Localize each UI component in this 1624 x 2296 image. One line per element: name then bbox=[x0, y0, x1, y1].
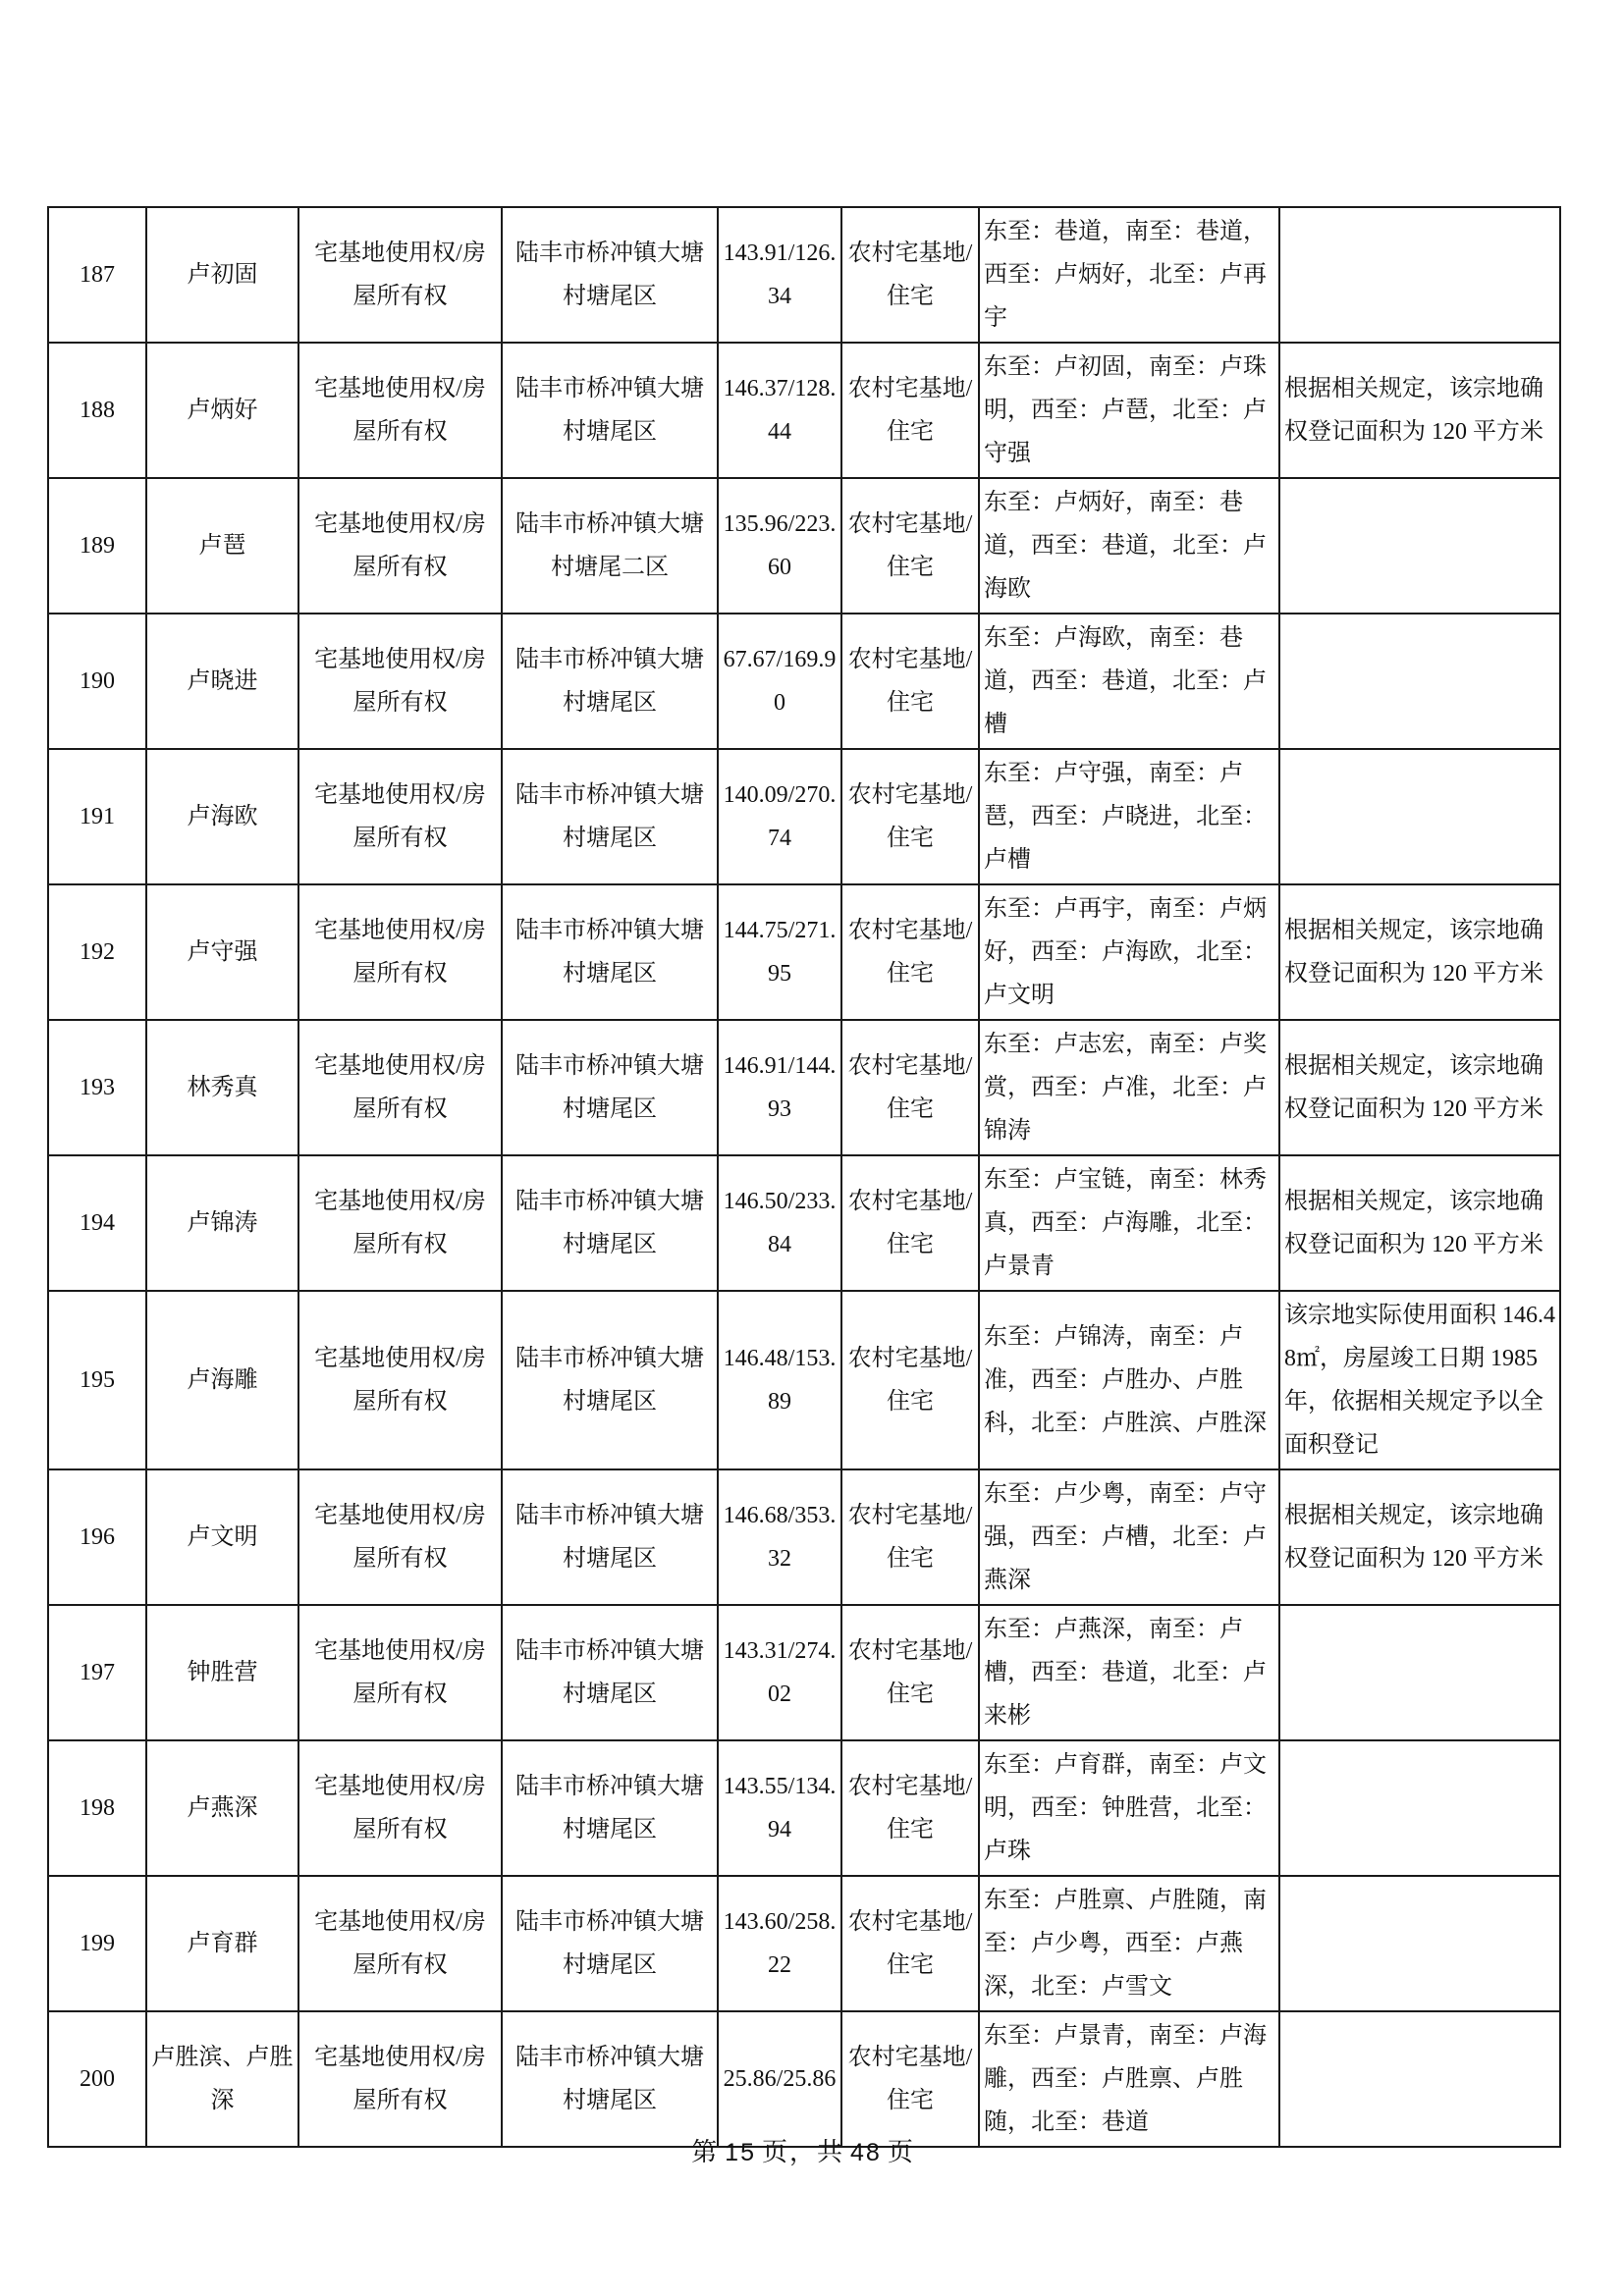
owner-name-cell: 卢育群 bbox=[146, 1876, 298, 2011]
right-type-cell: 宅基地使用权/房屋所有权 bbox=[298, 1155, 502, 1291]
row-number-cell: 188 bbox=[48, 343, 146, 478]
note-cell: 根据相关规定，该宗地确权登记面积为 120 平方米 bbox=[1279, 1020, 1560, 1155]
area-cell: 143.60/258.22 bbox=[718, 1876, 841, 2011]
right-type-cell: 宅基地使用权/房屋所有权 bbox=[298, 884, 502, 1020]
owner-name-cell: 卢炳好 bbox=[146, 343, 298, 478]
owner-name-cell: 卢海雕 bbox=[146, 1291, 298, 1469]
boundary-cell: 东至：卢宝链，南至：林秀真，西至：卢海雕，北至：卢景青 bbox=[979, 1155, 1279, 1291]
boundary-cell: 东至：巷道，南至：巷道，西至：卢炳好，北至：卢再宇 bbox=[979, 207, 1279, 343]
note-cell bbox=[1279, 207, 1560, 343]
land-use-cell: 农村宅基地/住宅 bbox=[841, 749, 979, 884]
land-use-cell: 农村宅基地/住宅 bbox=[841, 1291, 979, 1469]
area-cell: 146.50/233.84 bbox=[718, 1155, 841, 1291]
land-use-cell: 农村宅基地/住宅 bbox=[841, 1740, 979, 1876]
location-cell: 陆丰市桥冲镇大塘村塘尾区 bbox=[502, 614, 718, 749]
note-cell: 根据相关规定，该宗地确权登记面积为 120 平方米 bbox=[1279, 884, 1560, 1020]
row-number-cell: 198 bbox=[48, 1740, 146, 1876]
owner-name-cell: 林秀真 bbox=[146, 1020, 298, 1155]
location-cell: 陆丰市桥冲镇大塘村塘尾区 bbox=[502, 1020, 718, 1155]
area-cell: 67.67/169.90 bbox=[718, 614, 841, 749]
location-cell: 陆丰市桥冲镇大塘村塘尾区 bbox=[502, 1876, 718, 2011]
location-cell: 陆丰市桥冲镇大塘村塘尾二区 bbox=[502, 478, 718, 614]
right-type-cell: 宅基地使用权/房屋所有权 bbox=[298, 2011, 502, 2147]
boundary-cell: 东至：卢胜禀、卢胜随，南至：卢少粤，西至：卢燕深，北至：卢雪文 bbox=[979, 1876, 1279, 2011]
owner-name-cell: 卢文明 bbox=[146, 1469, 298, 1605]
total-pages: 48 bbox=[850, 2139, 882, 2166]
location-cell: 陆丰市桥冲镇大塘村塘尾区 bbox=[502, 1155, 718, 1291]
row-number-cell: 193 bbox=[48, 1020, 146, 1155]
table-row bbox=[48, 1740, 1560, 1876]
boundary-cell: 东至：卢燕深，南至：卢槽，西至：巷道，北至：卢来彬 bbox=[979, 1605, 1279, 1740]
location-cell: 陆丰市桥冲镇大塘村塘尾区 bbox=[502, 749, 718, 884]
boundary-cell: 东至：卢志宏，南至：卢奖赏，西至：卢准，北至：卢锦涛 bbox=[979, 1020, 1279, 1155]
boundary-cell: 东至：卢炳好，南至：巷道，西至：巷道，北至：卢海欧 bbox=[979, 478, 1279, 614]
boundary-cell: 东至：卢少粤，南至：卢守强，西至：卢槽，北至：卢燕深 bbox=[979, 1469, 1279, 1605]
location-cell: 陆丰市桥冲镇大塘村塘尾区 bbox=[502, 1291, 718, 1469]
row-number-cell: 194 bbox=[48, 1155, 146, 1291]
land-use-cell: 农村宅基地/住宅 bbox=[841, 1469, 979, 1605]
owner-name-cell: 卢海欧 bbox=[146, 749, 298, 884]
page-number: 15 bbox=[725, 2139, 756, 2166]
table-row bbox=[48, 614, 1560, 749]
right-type-cell: 宅基地使用权/房屋所有权 bbox=[298, 1876, 502, 2011]
footer-label: 第 bbox=[691, 2138, 720, 2166]
location-cell: 陆丰市桥冲镇大塘村塘尾区 bbox=[502, 2011, 718, 2147]
owner-name-cell: 卢琶 bbox=[146, 478, 298, 614]
boundary-cell: 东至：卢海欧，南至：巷道，西至：巷道，北至：卢槽 bbox=[979, 614, 1279, 749]
right-type-cell: 宅基地使用权/房屋所有权 bbox=[298, 478, 502, 614]
owner-name-cell: 卢初固 bbox=[146, 207, 298, 343]
area-cell: 143.91/126.34 bbox=[718, 207, 841, 343]
note-cell bbox=[1279, 2011, 1560, 2147]
table-row bbox=[48, 1291, 1560, 1469]
right-type-cell: 宅基地使用权/房屋所有权 bbox=[298, 343, 502, 478]
note-cell bbox=[1279, 1876, 1560, 2011]
right-type-cell: 宅基地使用权/房屋所有权 bbox=[298, 207, 502, 343]
boundary-cell: 东至：卢初固，南至：卢珠明，西至：卢琶，北至：卢守强 bbox=[979, 343, 1279, 478]
table-row bbox=[48, 1469, 1560, 1605]
table-row bbox=[48, 749, 1560, 884]
table-row bbox=[48, 1876, 1560, 2011]
footer-label: 页，共 bbox=[761, 2138, 844, 2166]
area-cell: 146.37/128.44 bbox=[718, 343, 841, 478]
owner-name-cell: 卢胜滨、卢胜深 bbox=[146, 2011, 298, 2147]
area-cell: 146.68/353.32 bbox=[718, 1469, 841, 1605]
row-number-cell: 191 bbox=[48, 749, 146, 884]
area-cell: 143.31/274.02 bbox=[718, 1605, 841, 1740]
land-use-cell: 农村宅基地/住宅 bbox=[841, 1155, 979, 1291]
land-use-cell: 农村宅基地/住宅 bbox=[841, 207, 979, 343]
location-cell: 陆丰市桥冲镇大塘村塘尾区 bbox=[502, 1605, 718, 1740]
right-type-cell: 宅基地使用权/房屋所有权 bbox=[298, 1740, 502, 1876]
owner-name-cell: 卢守强 bbox=[146, 884, 298, 1020]
row-number-cell: 190 bbox=[48, 614, 146, 749]
location-cell: 陆丰市桥冲镇大塘村塘尾区 bbox=[502, 343, 718, 478]
owner-name-cell: 卢燕深 bbox=[146, 1740, 298, 1876]
table-row bbox=[48, 1155, 1560, 1291]
row-number-cell: 200 bbox=[48, 2011, 146, 2147]
page-footer bbox=[47, 2132, 1559, 2168]
table-row bbox=[48, 343, 1560, 478]
owner-name-cell: 卢晓进 bbox=[146, 614, 298, 749]
table-row bbox=[48, 1605, 1560, 1740]
table-row bbox=[48, 884, 1560, 1020]
boundary-cell: 东至：卢守强，南至：卢琶，西至：卢晓进，北至：卢槽 bbox=[979, 749, 1279, 884]
land-use-cell: 农村宅基地/住宅 bbox=[841, 343, 979, 478]
boundary-cell: 东至：卢育群，南至：卢文明，西至：钟胜营，北至：卢珠 bbox=[979, 1740, 1279, 1876]
note-cell bbox=[1279, 749, 1560, 884]
table-row bbox=[48, 207, 1560, 343]
area-cell: 144.75/271.95 bbox=[718, 884, 841, 1020]
note-cell bbox=[1279, 478, 1560, 614]
land-use-cell: 农村宅基地/住宅 bbox=[841, 1020, 979, 1155]
right-type-cell: 宅基地使用权/房屋所有权 bbox=[298, 1605, 502, 1740]
table-row bbox=[48, 478, 1560, 614]
land-use-cell: 农村宅基地/住宅 bbox=[841, 614, 979, 749]
table-row bbox=[48, 2011, 1560, 2147]
area-cell: 146.91/144.93 bbox=[718, 1020, 841, 1155]
area-cell: 146.48/153.89 bbox=[718, 1291, 841, 1469]
right-type-cell: 宅基地使用权/房屋所有权 bbox=[298, 749, 502, 884]
land-use-cell: 农村宅基地/住宅 bbox=[841, 478, 979, 614]
area-cell: 143.55/134.94 bbox=[718, 1740, 841, 1876]
footer-label: 页 bbox=[887, 2138, 915, 2166]
row-number-cell: 189 bbox=[48, 478, 146, 614]
location-cell: 陆丰市桥冲镇大塘村塘尾区 bbox=[502, 1469, 718, 1605]
boundary-cell: 东至：卢景青，南至：卢海雕，西至：卢胜禀、卢胜随，北至：巷道 bbox=[979, 2011, 1279, 2147]
location-cell: 陆丰市桥冲镇大塘村塘尾区 bbox=[502, 1740, 718, 1876]
right-type-cell: 宅基地使用权/房屋所有权 bbox=[298, 614, 502, 749]
row-number-cell: 199 bbox=[48, 1876, 146, 2011]
note-cell bbox=[1279, 1740, 1560, 1876]
table-row bbox=[48, 1020, 1560, 1155]
row-number-cell: 196 bbox=[48, 1469, 146, 1605]
boundary-cell: 东至：卢锦涛，南至：卢准，西至：卢胜办、卢胜科，北至：卢胜滨、卢胜深 bbox=[979, 1291, 1279, 1469]
land-use-cell: 农村宅基地/住宅 bbox=[841, 2011, 979, 2147]
row-number-cell: 192 bbox=[48, 884, 146, 1020]
area-cell: 140.09/270.74 bbox=[718, 749, 841, 884]
note-cell bbox=[1279, 614, 1560, 749]
note-cell: 根据相关规定，该宗地确权登记面积为 120 平方米 bbox=[1279, 1155, 1560, 1291]
owner-name-cell: 卢锦涛 bbox=[146, 1155, 298, 1291]
note-cell: 根据相关规定，该宗地确权登记面积为 120 平方米 bbox=[1279, 343, 1560, 478]
area-cell: 135.96/223.60 bbox=[718, 478, 841, 614]
note-cell bbox=[1279, 1605, 1560, 1740]
boundary-cell: 东至：卢再宇，南至：卢炳好，西至：卢海欧，北至：卢文明 bbox=[979, 884, 1279, 1020]
land-use-cell: 农村宅基地/住宅 bbox=[841, 1605, 979, 1740]
right-type-cell: 宅基地使用权/房屋所有权 bbox=[298, 1291, 502, 1469]
row-number-cell: 197 bbox=[48, 1605, 146, 1740]
note-cell: 根据相关规定，该宗地确权登记面积为 120 平方米 bbox=[1279, 1469, 1560, 1605]
note-cell: 该宗地实际使用面积 146.48㎡，房屋竣工日期 1985 年，依据相关规定予以全面积登记 bbox=[1279, 1291, 1560, 1469]
area-cell: 25.86/25.86 bbox=[718, 2011, 841, 2147]
land-use-cell: 农村宅基地/住宅 bbox=[841, 1876, 979, 2011]
row-number-cell: 195 bbox=[48, 1291, 146, 1469]
right-type-cell: 宅基地使用权/房屋所有权 bbox=[298, 1020, 502, 1155]
right-type-cell: 宅基地使用权/房屋所有权 bbox=[298, 1469, 502, 1605]
land-use-cell: 农村宅基地/住宅 bbox=[841, 884, 979, 1020]
row-number-cell: 187 bbox=[48, 207, 146, 343]
owner-name-cell: 钟胜营 bbox=[146, 1605, 298, 1740]
location-cell: 陆丰市桥冲镇大塘村塘尾区 bbox=[502, 207, 718, 343]
land-registration-table bbox=[47, 206, 1561, 2148]
location-cell: 陆丰市桥冲镇大塘村塘尾区 bbox=[502, 884, 718, 1020]
